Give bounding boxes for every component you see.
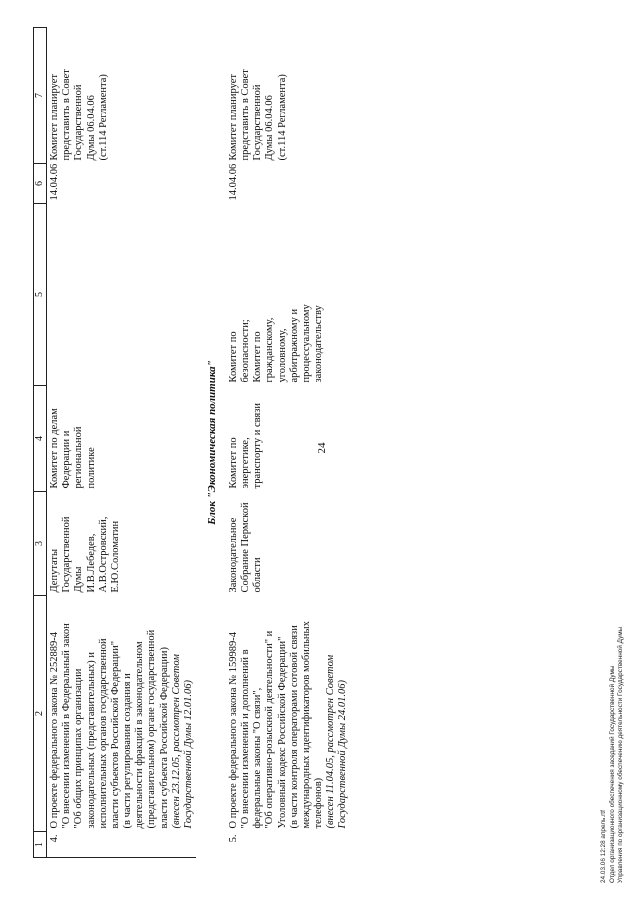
responsible-committee: Комитет по энергетике, транспорту и связи — [227, 402, 264, 489]
co-committee: Комитет по безопасности; Комитет по гражданскому, уголовному, арбитражному и процессуальному законодательству — [227, 304, 325, 383]
bill-note: Государственной Думы 12.01.06) — [182, 680, 194, 829]
initiator: Законодательное Собрание Пермской области — [227, 502, 264, 593]
bill-note: Государственной Думы 24.01.06) — [337, 680, 349, 829]
bill-note: (внесен 11.04.05, рассмотрен Советом — [325, 654, 337, 829]
bill-title: О проекте федерального закона № 159989-4 "О внесении изменений и дополнений в федеральные законы "О связи", "Об оперативно-розыскной деятельности" и Уголовный кодекс Российской Федерации" (в части контроля операторами сотовой связи международных идентификаторов мобильных телефонов) (внесен 11.04.05, рассмотрен Советом Государственной Думы 24.01.06) — [227, 596, 351, 832]
bill-title: О проекте федерального закона № 252889-4 "О внесении изменений в Федеральный закон "Об общих принципах организации законодательных (представительных) и исполнительных органов государственной власти субъектов Российской Федерации" (в части регулирования создания и деятельности фракций в законодательном (представительном) органе государственной власти субъекта Российской Федерации) (внесен 23.12.05, рассмотрен Советом Государственной Думы 12.01.06) — [47, 596, 197, 832]
block-title-row — [196, 28, 227, 858]
col-header: 1 — [34, 832, 47, 858]
col-header: 2 — [34, 596, 47, 832]
footer-file-line: 24.03.06 12:28 апрель.rtf — [600, 810, 607, 883]
responsible-committee: Комитет по делам Федерации и региональной политике — [49, 408, 97, 489]
col-header: 6 — [34, 164, 47, 204]
date: 14.04.06 — [49, 163, 60, 201]
footer-directorate-line: Управления по организационному обеспечению деятельности Государственной Думы — [617, 626, 625, 883]
table-row — [227, 28, 351, 858]
footer-department-line: Отдел организационного обеспечения заседаний Государственной Думы — [608, 665, 616, 883]
bill-note: (внесен 23.12.05, рассмотрен Советом — [170, 654, 182, 829]
document-table-rotated — [33, 28, 393, 858]
co-committee — [47, 204, 197, 386]
document-footer — [600, 627, 626, 883]
agenda-table — [33, 27, 351, 858]
decision: Комитет планирует представить в Совет Государственной Думы 06.04.06 (ст.114 Регламента) — [49, 69, 109, 161]
row-number: 4. — [47, 832, 197, 858]
block-title: Блок "Экономическая политика" — [206, 360, 219, 525]
table-row — [47, 28, 197, 858]
row-number: 5. — [227, 834, 239, 843]
col-header: 7 — [34, 28, 47, 164]
column-header-row — [34, 28, 47, 858]
col-header: 4 — [34, 386, 47, 492]
col-header: 3 — [34, 492, 47, 596]
date: 14.04.06 — [227, 163, 239, 201]
col-header: 5 — [34, 204, 47, 386]
decision: Комитет планирует представить в Совет Государственной Думы 06.04.06 (ст.114 Регламента) — [227, 69, 288, 161]
initiator: Депутаты Государственной Думы И.В.Лебедев, А.В.Островский, Е.Ю.Соломатин — [49, 516, 121, 593]
